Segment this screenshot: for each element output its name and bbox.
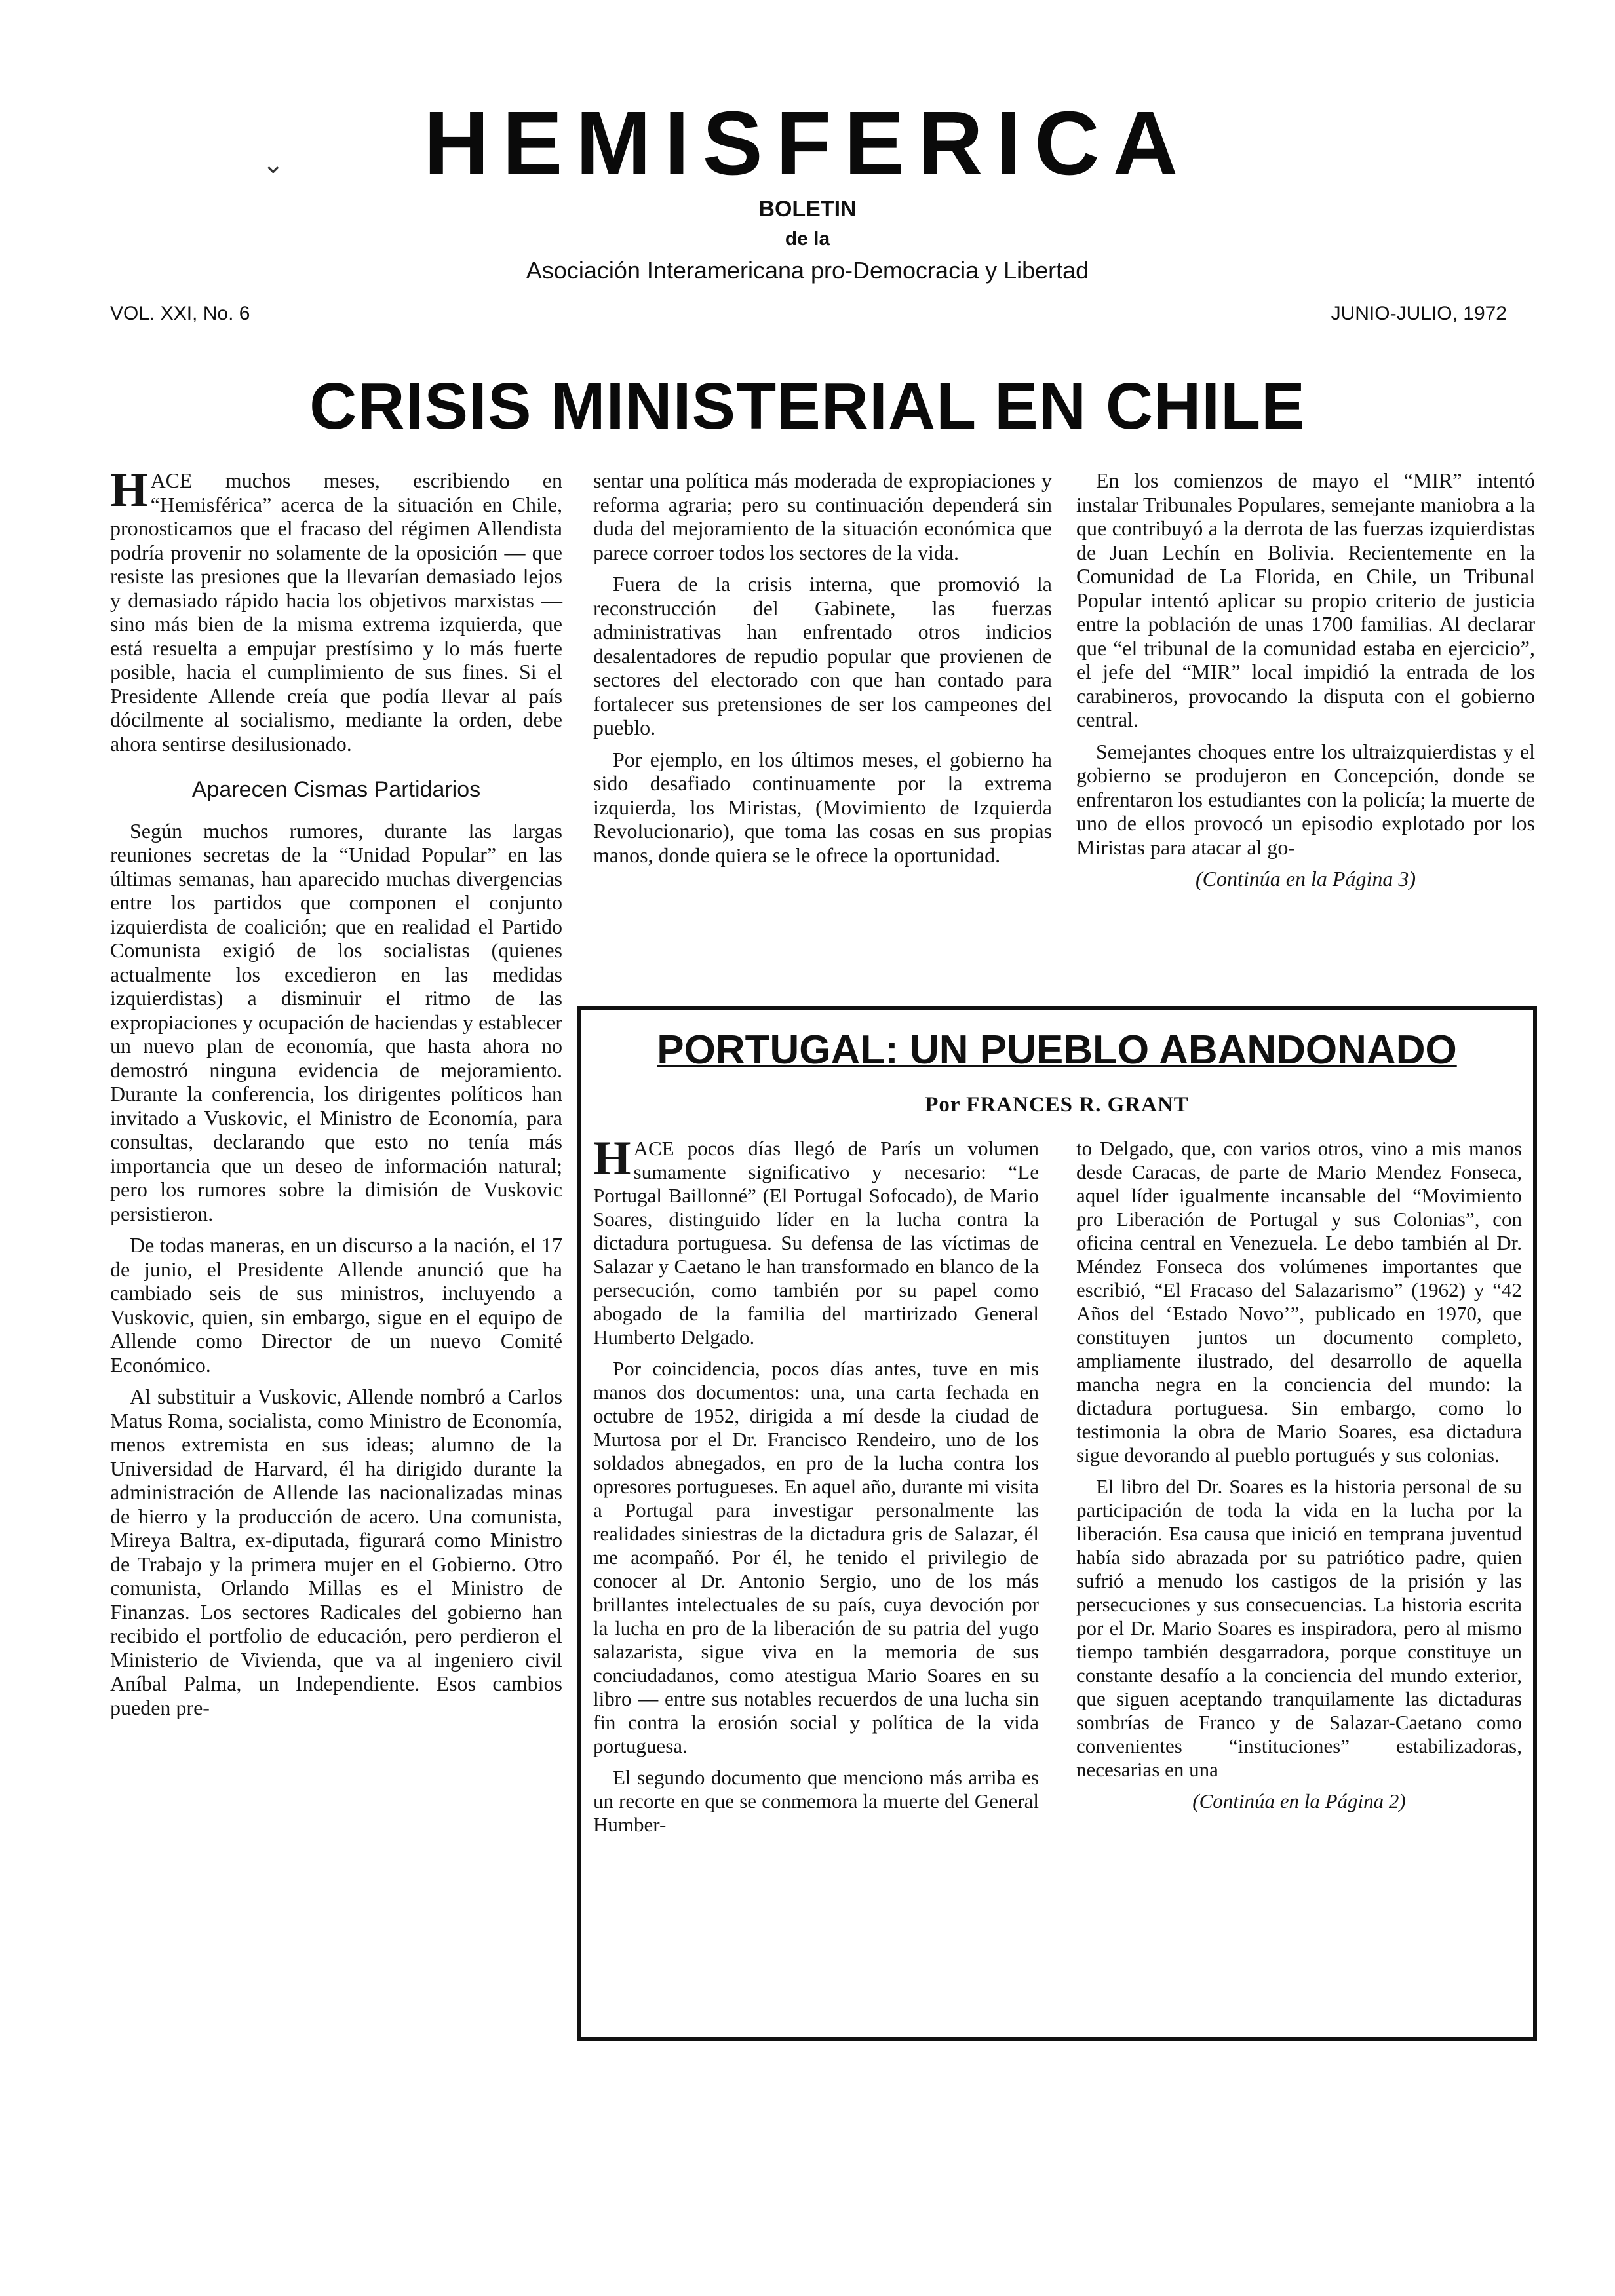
continuation-note: (Continúa en la Página 3): [1196, 867, 1416, 890]
byline: Por FRANCES R. GRANT: [925, 1093, 1189, 1117]
boxed-paragraph: Por coincidencia, pocos días antes, tuve en mis manos dos documentos: una, una carta fechada en octubre de 1952, dirigida a mí desde la ciudad de Murtosa por el Dr. Francisco Rendeiro, uno de los soldados abnegados, en pro de la lucha contra los opresores portugueses. En aquel año, durante mi visita a Portugal para investigar personalmente las realidades siniestras de la dictadura gris de Salazar, él me acompañó. Por él, he tenido el privilegio de conocer al Dr. Antonio Sergio, uno de los más brillantes intelectuales de su país, cuya devoción por la lucha en pro de la liberación de su patria del yugo salazarista, sigue viva en la memoria de sus conciudadanos, como atestigua Mario Soares en su libro — entre sus notables recuerdos de una lucha sin fin contra la erosión social y política de la vida portuguesa.: [593, 1357, 1039, 1757]
boxed-paragraph: [593, 1132, 1039, 1349]
drop-cap: H: [110, 463, 148, 517]
lead-paragraph: sentar una política más moderada de expropiaciones y reforma agraria; pero su continuación dependerá sin duda del mejoramiento de la situación económica que parece corroer todos los sectores de la vida.: [593, 469, 1052, 564]
lead-paragraph: De todas maneras, en un discurso a la nación, el 17 de junio, el Presidente Allende anunció que ha cambiado seis de sus ministros, incluyendo a Vuskovic, quien, sin embargo, sigue en el equipo de Allende como Director de un nuevo Comité Económico.: [110, 1233, 562, 1377]
drop-cap: H: [593, 1132, 631, 1185]
masthead-title: HEMISFERICA: [423, 93, 1192, 194]
lead-column-3: [1076, 469, 1535, 891]
margin-mark: ⌄: [262, 149, 284, 180]
volume-number: VOL. XXI, No. 6: [110, 303, 250, 324]
bulletin-label: BOLETIN: [758, 197, 857, 221]
lead-paragraph: Al substituir a Vuskovic, Allende nombró a Carlos Matus Roma, socialista, como Ministro de Economía, menos extremista en sus ideas; alumno de la Universidad de Harvard, él ha dirigido durante la administración de Allende las nacionalizadas minas de hierro y la producción de acero. Una comunista, Mireya Baltra, ex-diputada, figurará como Ministro de Trabajo y la primera mujer en el Gobierno. Otro comunista, Orlando Millas es el Ministro de Finanzas. Los sectores Radicales del gobierno han recibido el portfolio de educación, pero perdieron el Ministerio de Vivienda, que va al ingeniero civil Aníbal Palma, un Independiente. Esos cambios pueden pre-: [110, 1385, 562, 1719]
boxed-paragraph-text: ACE pocos días llegó de París un volumen sumamente significativo y necesario: “Le Portugal Baillonné” (El Portugal Sofocado), de Mario Soares, distinguido líder en la lucha contra la dictadura portuguesa. Su defensa de las víctimas de Salazar y Caetano le han transformado en blanco de la persecución, como también por su papel como abogado de la familia del martirizado General Humberto Delgado.: [593, 1137, 1039, 1349]
boxed-paragraph: to Delgado, que, con varios otros, vino a mis manos desde Caracas, de parte de Mario Mendez Fonseca, aquel líder igualmente incansable del “Movimiento pro Liberación de Portugal y sus Colonias”, con oficina central en Venezuela. Le debo también al Dr. Méndez Fonseca dos volúmenes importantes que escribió, “El Fracaso del Salazarismo” (1962) y “42 Años del ‘Estado Novo’”, publicado en 1970, que constituyen juntos un documento completo, ampliamente ilustrado, del desarrollo de aquella mancha negra en la conciencia del mundo: la dictadura portuguesa. Sin embargo, como lo testimonia la obra de Mario Soares, esa dictadura sigue devorando al pueblo portugués y sus colonias.: [1076, 1137, 1522, 1466]
association-name: Asociación Interamericana pro-Democracia y Libertad: [526, 257, 1089, 284]
lead-paragraph: Según muchos rumores, durante las largas reuniones secretas de la “Unidad Popular” en las últimas semanas, han aparecido muchas divergencias entre los partidos que componen el conjunto izquierdista de coalición; que en realidad el Partido Comunista exigió de los socialistas (quienes actualmente los excedieron en las medidas izquierdistas) a disminuir el ritmo de las expropiaciones y ocupación de haciendas y establecer un nuevo plan de economía, que hasta ahora no demostró ninguna evidencia de mejoramiento. Durante la conferencia, los dirigentes políticos han invitado a Vuskovic, el Ministro de Economía, para consultas, declarando que esto no tenía más importancia que un deseo de información natural; pero los rumores sobre la dimisión de Vuskovic persistieron.: [110, 818, 562, 1225]
section-subhead: Aparecen Cismas Partidarios: [191, 777, 481, 802]
lead-paragraph: Fuera de la crisis interna, que promovió la reconstrucción del Gabinete, las fuerzas administrativas han enfrentado otros indicios desalentadores de repudio popular que provienen de sectores del electorado con que han contado para fortalecer sus pretensiones de ser los campeones del pueblo.: [593, 572, 1052, 739]
continuation-note: (Continúa en la Página 2): [1192, 1789, 1406, 1812]
lead-paragraph: Por ejemplo, en los últimos meses, el gobierno ha sido desafiado continuamente por la extrema izquierda, los Miristas, (Movimiento de Izquierda Revolucionario), que toma las cosas en sus propias manos, donde quiera se le ofrece la oportunidad.: [593, 747, 1052, 867]
lead-paragraph-text: ACE muchos meses, escribiendo en “Hemisférica” acerca de la situación en Chile, pronosticamos que el fracaso del régimen Allendista podría provenir no solamente de la oposición — que resiste las presiones que la llevarían demasiado lejos y demasiado rápido hacia los objetivos marxistas — sino más bien de la misma extrema izquierda, que está resuelta a empujar prestísimo y lo más fuerte posible, hacia el cumplimiento de sus fines. Si el Presidente Allende creía que podía llevar al país dócilmente al socialismo, mediante la orden, debe ahora sentirse desilusionado.: [110, 469, 562, 756]
lead-column-2: [593, 469, 1052, 875]
lead-paragraph: En los comienzos de mayo el “MIR” intentó instalar Tribunales Populares, semejante maniobra a la que contribuyó a la derrota de las fuerzas izquierdistas de Juan Lechín en Bolivia. Recientemente en la Comunidad de La Florida, en Chile, un Tribunal Popular intentó aplicar su propio criterio de justicia entre la población de unas 1700 familias. Al declarar que “el tribunal de la comunidad estaba en ejercicio”, el jefe del “MIR” local impidió la entrada de los carabineros, provocando la disputa con el gobierno central.: [1076, 469, 1535, 731]
boxed-paragraph: El segundo documento que menciono más arriba es un recorte en que se conmemora la muerte del General Humber-: [593, 1766, 1039, 1836]
boxed-paragraph: El libro del Dr. Soares es la historia personal de su participación de toda la vida en la lucha por la liberación. Esa causa que inició en temprana juventud había sido abrazada por su patriótico padre, quien sufrió a menudo los castigos de la prisión y las persecuciones y sus consecuencias. La historia escrita por el Dr. Mario Soares es inspiradora, pero al mismo tiempo también desgarradora, porque constituye un constante desafío a la conciencia del mundo exterior, que siguen aceptando tranquilamente las dictaduras sombrías de Franco y de Salazar-Caetano como convenientes “instituciones” estabilizadoras, necesarias en una: [1076, 1475, 1522, 1781]
lead-paragraph: [110, 463, 562, 756]
lead-paragraph: Semejantes choques entre los ultraizquierdistas y el gobierno se produjeron en Concepción, donde se enfrentaron los estudiantes con la policía; la muerte de uno de ellos provocó un episodio explotado por los Miristas para atacar al go-: [1076, 739, 1535, 859]
bulletin-of-label: de la: [785, 228, 830, 250]
boxed-headline: PORTUGAL: UN PUEBLO ABANDONADO: [657, 1027, 1457, 1073]
boxed-column-2: [1076, 1137, 1522, 1813]
boxed-column-1: [593, 1132, 1039, 1845]
lead-headline: CRISIS MINISTERIAL EN CHILE: [309, 370, 1306, 443]
lead-column-1: [110, 463, 562, 1727]
issue-date: JUNIO-JULIO, 1972: [1331, 303, 1507, 324]
